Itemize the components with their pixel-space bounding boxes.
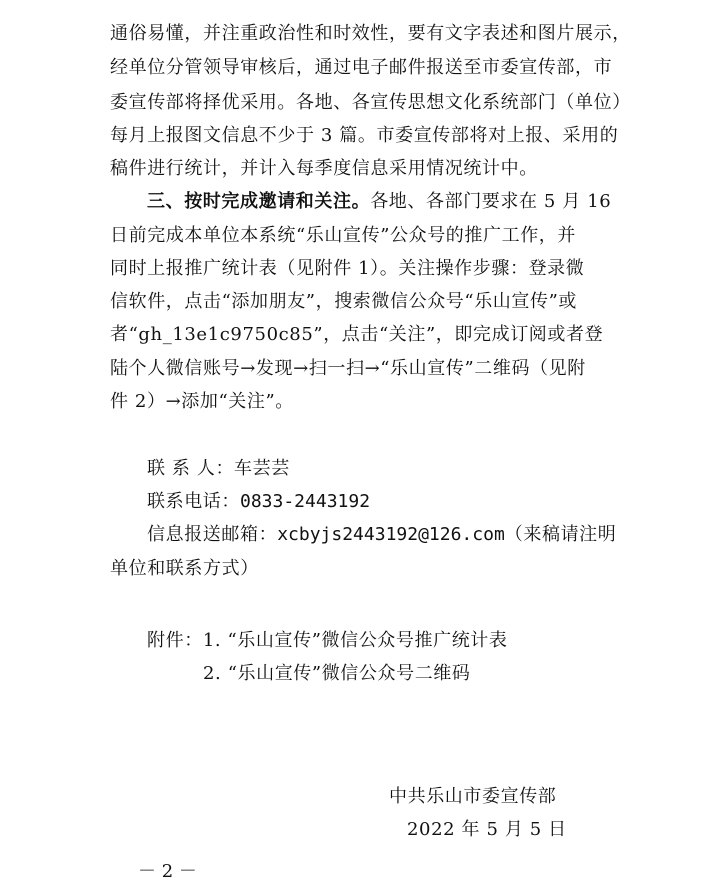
- section-heading: 三、按时完成邀请和关注。: [147, 191, 371, 212]
- section-heading-line: [147, 190, 611, 214]
- contact-person-value: 车芸芸: [234, 458, 290, 479]
- body-line: 者“gh_13e1c9750c85”，点击“关注”，即完成订阅或者登: [110, 324, 604, 345]
- body-line: 陆个人微信账号→发现→扫一扫→“乐山宣传”二维码（见附: [110, 358, 586, 379]
- page-number: － 2 －: [138, 861, 197, 882]
- body-line: 件 2）→添加“关注”。: [110, 391, 294, 412]
- body-line: 每月上报图文信息不少于 3 篇。市委宣传部将对上报、采用的: [110, 125, 619, 146]
- contact-email-label: 信息报送邮箱：: [147, 524, 278, 545]
- body-text: 各地、各部门要求在 5 月 16: [370, 191, 612, 212]
- contact-email-value: xcbyjs2443192@126.com: [277, 524, 505, 545]
- body-line: 信软件，点击“添加朋友”，搜索微信公众号“乐山宣传”或: [110, 291, 578, 312]
- body-line: 稿件进行统计，并计入每季度信息采用情况统计中。: [110, 158, 538, 179]
- attachment-item: 2. “乐山宣传”微信公众号二维码: [203, 663, 471, 684]
- contact-email: [147, 523, 616, 547]
- attachments-line-1: [147, 629, 508, 653]
- body-line: 日前完成本单位本系统“乐山宣传”公众号的推广工作，并: [110, 225, 577, 246]
- contact-email-note: （来稿请注明: [504, 524, 617, 545]
- contact-phone-value: 0833-2443192: [240, 491, 371, 512]
- signature-org: 中共乐山市委宣传部: [389, 786, 557, 807]
- contact-phone: [147, 490, 370, 514]
- body-line: 经单位分管领导审核后，通过电子邮件报送至市委宣传部，市: [110, 57, 613, 78]
- body-line: 委宣传部将择优采用。各地、各宣传思想文化系统部门（单位）: [110, 92, 631, 113]
- attachment-item: 1. “乐山宣传”微信公众号推广统计表: [202, 630, 508, 651]
- contact-person-label: 联 系 人：: [147, 458, 235, 479]
- body-line: 通俗易懂，并注重政治性和时效性，要有文字表述和图片展示，: [110, 23, 631, 44]
- signature-date: 2022 年 5 月 5 日: [407, 819, 567, 840]
- contact-phone-label: 联系电话：: [147, 491, 240, 512]
- contact-email-note-cont: 单位和联系方式）: [110, 558, 259, 579]
- body-line: 同时上报推广统计表（见附件 1）。关注操作步骤：登录微: [110, 258, 585, 279]
- contact-person: [147, 457, 290, 481]
- attachments-label: 附件：: [147, 630, 203, 651]
